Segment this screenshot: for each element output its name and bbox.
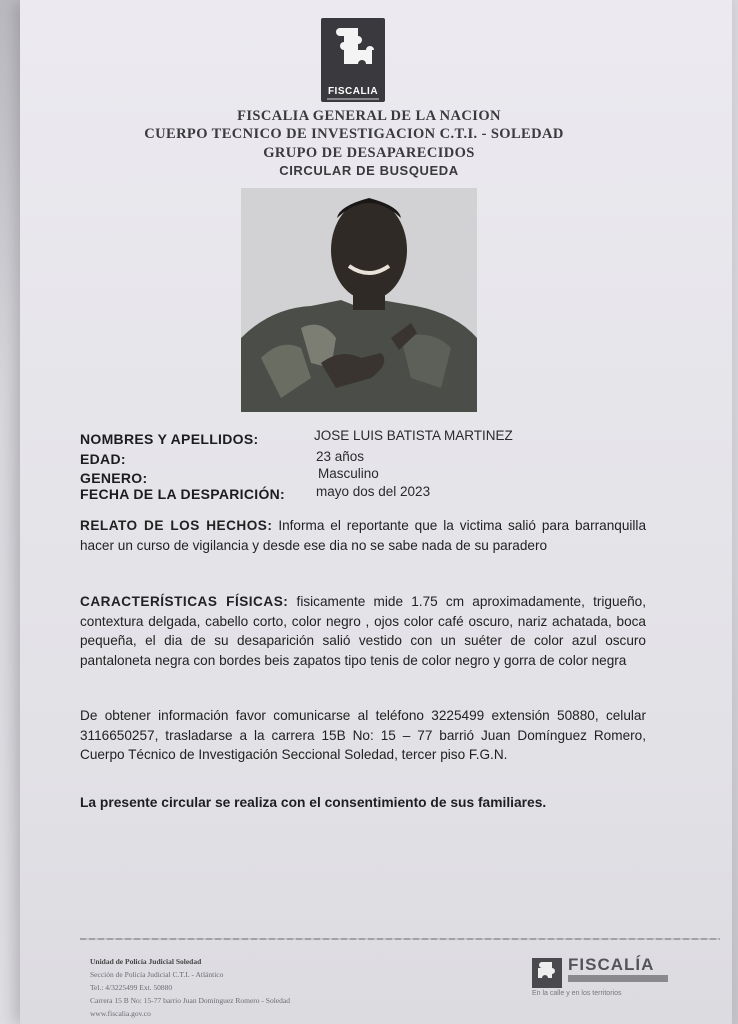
relato-text: Informa el reportante que la victima salió para barranquilla hacer un curso de vigilancia y desde ese dia no se sabe nada de su paradero <box>80 518 646 553</box>
document-title: CIRCULAR DE BUSQUEDA <box>279 163 459 178</box>
footer-logo-icon <box>532 958 562 988</box>
agency-title: FISCALIA GENERAL DE LA NACION <box>237 108 501 124</box>
logo-text: FISCALIA <box>327 86 379 97</box>
footer-section: Sección de Policía Judicial C.T.I. - Atlántico <box>90 970 224 979</box>
fiscalia-logo <box>321 18 385 102</box>
group-title: GRUPO DE DESAPARECIDOS <box>263 145 475 161</box>
field-label-gender: GENERO: <box>80 470 148 486</box>
consent-statement: La presente circular se realiza con el consentimiento de sus familiares. <box>80 795 547 810</box>
footer-brand: FISCALÍA <box>568 955 655 974</box>
footer-street: Carrera 15 B No: 15-77 barrio Juan Domínguez Romero - Soledad <box>90 996 290 1005</box>
field-value-age: 23 años <box>316 449 365 464</box>
missing-person-photo <box>241 188 477 412</box>
footer-website: www.fiscalia.gov.co <box>90 1009 151 1018</box>
field-label-age: EDAD: <box>80 451 126 467</box>
unit-title: CUERPO TECNICO DE INVESTIGACION C.T.I. - SOLEDAD <box>144 126 564 142</box>
contact-paragraph: De obtener información favor comunicarse al teléfono 3225499 extensión 50880, celular 3116650257, trasladarse a la carrera 15B No: 15 – 77 barrió Juan Domínguez Romero, Cuerpo Técnico de Investigación Seccional Soledad, tercer piso F.G.N. <box>80 708 646 762</box>
field-value-gender: Masculino <box>318 466 379 481</box>
field-value-date: mayo dos del 2023 <box>316 484 431 499</box>
caracteristicas-paragraph <box>80 592 646 670</box>
footer-brand-bar <box>568 975 668 982</box>
relato-label: RELATO DE LOS HECHOS: <box>80 518 273 533</box>
field-label-name: NOMBRES Y APELLIDOS: <box>80 431 259 447</box>
caracteristicas-text: fisicamente mide 1.75 cm aproximadamente, trigueño, contextura delgada, cabello corto, color negro , ojos color café oscuro, nariz achatada, boca pequeña, el dia de su desaparición salió vestido con un suéter de color azul oscuro pantaloneta negra con bordes beis zapatos tipo tenis de color negro y gorra de color negra <box>80 594 647 668</box>
footer-address <box>90 955 290 1020</box>
footer-divider <box>80 938 720 940</box>
field-label-date: FECHA DE LA DESPARICIÓN: <box>80 486 286 502</box>
footer-phone: Tel.: 4/3225499 Ext. 50880 <box>90 983 173 992</box>
logo-underline <box>327 98 379 100</box>
relato-paragraph <box>80 516 646 555</box>
footer-tagline: En la calle y en los territorios <box>532 990 622 997</box>
caracteristicas-label: CARACTERÍSTICAS FÍSICAS: <box>80 594 289 609</box>
field-value-name: JOSE LUIS BATISTA MARTINEZ <box>314 428 513 443</box>
puzzle-piece-icon <box>332 24 374 82</box>
footer-unit: Unidad de Policía Judicial Soledad <box>90 957 202 966</box>
